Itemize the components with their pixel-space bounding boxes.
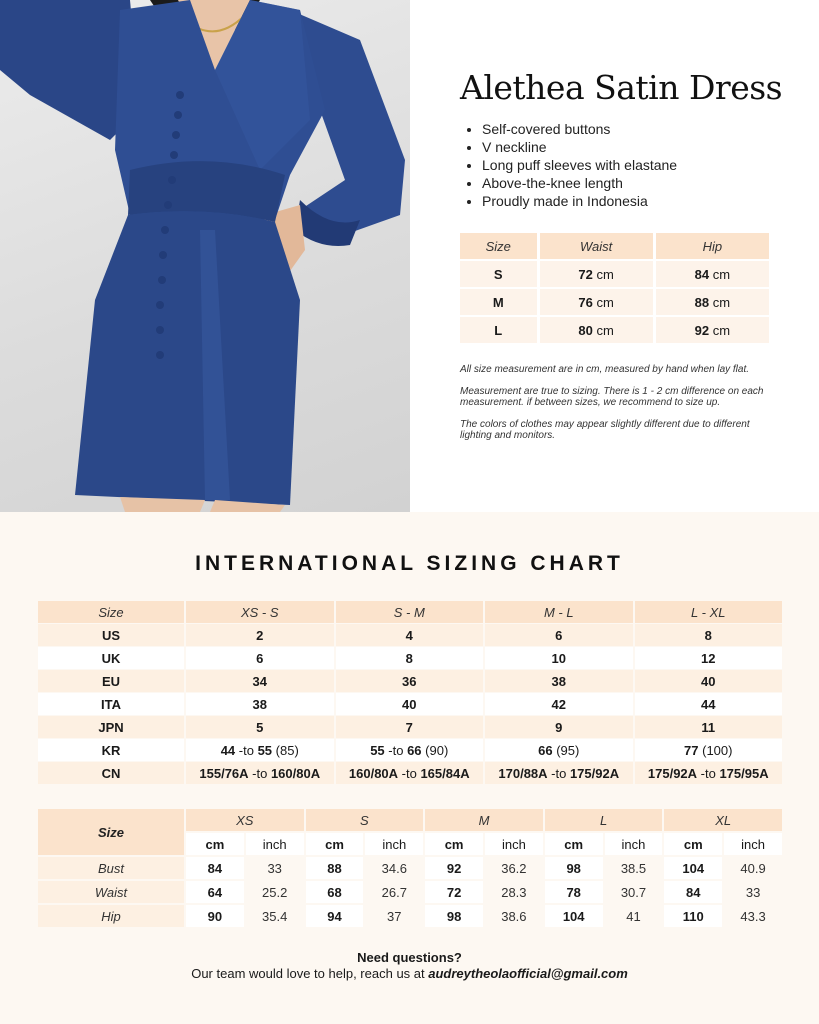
unit-inch-header: inch [365, 833, 423, 855]
cell-value: 38 [551, 673, 566, 689]
inch-value: 38.5 [620, 860, 647, 876]
intl-cell [336, 693, 484, 715]
cell-value: 175/92A [647, 765, 698, 781]
unit-inch-header: inch [246, 833, 304, 855]
cell-value: 6 [555, 627, 563, 643]
cm-value: 104 [545, 905, 603, 927]
note: All size measurement are in cm, measured by hand when lay flat. [460, 364, 750, 375]
cell-value: 9 [555, 719, 563, 735]
header-cell: Size [38, 601, 184, 623]
cell-value: 10 [551, 650, 566, 666]
size-notes [460, 364, 780, 452]
cm-value: 94 [306, 905, 364, 927]
intl-cell [186, 670, 334, 692]
inch-value: 40.9 [740, 860, 766, 876]
cell-value: 165/84A [420, 765, 470, 781]
intl-cell [186, 624, 334, 646]
hip-value: 84 [694, 266, 710, 282]
feature-item: • V neckline [482, 138, 790, 156]
intl-cell [485, 670, 633, 692]
intl-cell [186, 739, 334, 761]
intl-header-row [38, 601, 782, 623]
intl-cell [336, 716, 484, 738]
waist-value: 80 [578, 322, 593, 338]
cm-value: 90 [186, 905, 244, 927]
intl-cell [186, 762, 334, 784]
cm-value: 110 [664, 905, 722, 927]
intl-row [38, 670, 782, 692]
size-column-header: S [306, 809, 424, 831]
contact-section [0, 950, 819, 982]
measure-size-row [38, 809, 782, 831]
intl-cell [635, 624, 783, 646]
cm-value: 64 [186, 881, 244, 903]
intl-row [38, 693, 782, 715]
cell-value: 7 [405, 719, 413, 735]
intl-cell [485, 739, 633, 761]
cell-value: 44 [701, 696, 716, 712]
contact-email-link[interactable]: audreytheolaofficial@gmail.com [428, 966, 628, 981]
inch-value: 34.6 [381, 860, 407, 876]
unit-label: cm [712, 322, 731, 338]
intl-row [38, 762, 782, 784]
region-label: JPN [38, 716, 184, 738]
cell-connector: -to [697, 765, 720, 781]
cm-value: 98 [425, 905, 483, 927]
size-table [460, 231, 769, 345]
unit-cm-header: cm [186, 833, 244, 855]
hip-cell [653, 261, 769, 287]
size-row [460, 289, 769, 315]
intl-cell [186, 716, 334, 738]
cell-value: 66 [538, 742, 553, 758]
header-cell: XS - S [186, 601, 334, 623]
intl-row [38, 647, 782, 669]
inch-value: 36.2 [501, 860, 527, 876]
inch-value: 25.2 [262, 884, 288, 900]
unit-cm-header: cm [425, 833, 483, 855]
cell-connector: (90) [421, 742, 449, 758]
intl-cell [635, 693, 783, 715]
measure-row [38, 905, 782, 927]
cell-value: 8 [405, 650, 413, 666]
inch-value: 43.3 [740, 908, 766, 924]
measurement-table [36, 807, 784, 929]
size-column-header: XL [664, 809, 782, 831]
inch-value: 37 [387, 908, 402, 924]
feature-item: • Long puff sleeves with elastane [482, 156, 790, 174]
cell-connector: -to [235, 742, 258, 758]
intl-chart-title: INTERNATIONAL SIZING CHART [195, 552, 624, 575]
cell-value: 77 [684, 742, 699, 758]
region-label: EU [38, 670, 184, 692]
hip-cell [653, 317, 769, 343]
inch-value: 30.7 [620, 884, 647, 900]
size-value: L [494, 322, 503, 338]
unit-label: cm [596, 266, 614, 282]
cm-value: 88 [306, 857, 364, 879]
cell-value: 6 [256, 650, 264, 666]
intl-cell [336, 624, 484, 646]
cell-value: 55 [257, 742, 273, 758]
cm-value: 84 [664, 881, 722, 903]
cm-value: 72 [425, 881, 483, 903]
measure-label: Bust [38, 857, 184, 879]
unit-label: cm [712, 266, 731, 282]
header-cell: Size [460, 233, 537, 259]
cell-value: 5 [256, 719, 264, 735]
inch-value: 41 [626, 908, 641, 924]
cm-value: 104 [664, 857, 722, 879]
cell-value: 66 [407, 742, 422, 758]
cell-connector: (85) [272, 742, 299, 758]
waist-cell [537, 261, 653, 287]
cell-value: 44 [220, 742, 236, 758]
header-cell: L - XL [635, 601, 783, 623]
inch-value: 26.7 [381, 884, 407, 900]
cell-value: 42 [551, 696, 566, 712]
intl-cell [635, 647, 783, 669]
contact-text: Our team would love to help, reach us at [191, 966, 429, 981]
header-cell: Waist [537, 233, 653, 259]
cm-value: 98 [545, 857, 603, 879]
cell-value: 36 [402, 673, 417, 689]
measure-label: Waist [38, 881, 184, 903]
cell-value: 155/76A [199, 765, 249, 781]
waist-value: 72 [578, 266, 593, 282]
intl-sizing-table [36, 600, 784, 785]
unit-cm-header: cm [306, 833, 364, 855]
size-column-header: XS [186, 809, 304, 831]
intl-row [38, 739, 782, 761]
intl-cell [186, 647, 334, 669]
waist-cell [537, 289, 653, 315]
feature-item: • Self-covered buttons [482, 120, 790, 138]
product-info [460, 66, 790, 210]
waist-value: 76 [578, 294, 593, 310]
cm-value: 68 [306, 881, 364, 903]
size-column-header: L [545, 809, 663, 831]
cell-value: 38 [252, 696, 267, 712]
cm-value: 78 [545, 881, 603, 903]
contact-message [0, 966, 819, 982]
intl-cell [635, 670, 783, 692]
header-cell: Hip [653, 233, 769, 259]
unit-inch-header: inch [485, 833, 543, 855]
unit-inch-header: inch [605, 833, 663, 855]
unit-cm-header: cm [664, 833, 722, 855]
cell-value: 40 [701, 673, 716, 689]
cell-value: 11 [701, 719, 716, 735]
inch-value: 33 [267, 860, 282, 876]
feature-item: • Above-the-knee length [482, 174, 790, 192]
unit-label: cm [596, 294, 614, 310]
hip-value: 92 [694, 322, 710, 338]
size-label [460, 317, 537, 343]
intl-row [38, 624, 782, 646]
region-label: US [38, 624, 184, 646]
intl-cell [635, 739, 783, 761]
cell-value: 12 [701, 650, 716, 666]
region-label: UK [38, 647, 184, 669]
unit-label: cm [712, 294, 731, 310]
note: The colors of clothes may appear slightly different due to different lighting and monitors. [460, 419, 750, 441]
intl-cell [485, 716, 633, 738]
cell-value: 55 [370, 742, 385, 758]
hip-cell [653, 289, 769, 315]
cell-value: 8 [704, 627, 712, 643]
intl-cell [186, 693, 334, 715]
cell-value: 34 [252, 673, 267, 689]
cell-connector: -to [547, 765, 570, 781]
size-column-header: M [425, 809, 543, 831]
cell-connector: -to [248, 765, 271, 781]
size-value: S [493, 266, 503, 282]
waist-cell [537, 317, 653, 343]
inch-value: 38.6 [501, 908, 527, 924]
header-cell: M - L [485, 601, 633, 623]
measure-row [38, 857, 782, 879]
product-photo [0, 0, 410, 512]
cm-value: 84 [186, 857, 244, 879]
intl-cell [336, 762, 484, 784]
measure-row [38, 881, 782, 903]
hip-value: 88 [694, 294, 710, 310]
intl-cell [336, 670, 484, 692]
inch-value: 35.4 [262, 908, 288, 924]
size-row [460, 317, 769, 343]
note: Measurement are true to sizing. There is 1 - 2 cm difference on each measurement. if between sizes, we recommend to size up. [460, 386, 764, 408]
cell-value: 160/80A [348, 765, 399, 781]
cm-value: 92 [425, 857, 483, 879]
cell-connector: -to [384, 742, 408, 758]
intl-cell [635, 716, 783, 738]
region-label: KR [38, 739, 184, 761]
measure-label: Hip [38, 905, 184, 927]
intl-row [38, 716, 782, 738]
unit-label: cm [596, 322, 614, 338]
unit-cm-header: cm [545, 833, 603, 855]
cell-value: 175/95A [719, 765, 769, 781]
intl-cell [485, 624, 633, 646]
cell-connector: (100) [698, 742, 733, 758]
size-row [460, 261, 769, 287]
inch-value: 28.3 [501, 884, 527, 900]
size-label [460, 261, 537, 287]
intl-cell [336, 647, 484, 669]
region-label: CN [38, 762, 184, 784]
intl-cell [635, 762, 783, 784]
inch-value: 33 [745, 884, 761, 900]
cell-connector: -to [398, 765, 421, 781]
product-title: Alethea Satin Dress [460, 68, 783, 107]
header-cell: S - M [336, 601, 484, 623]
cell-value: 40 [402, 696, 417, 712]
feature-list [482, 120, 790, 210]
cell-value: 160/80A [270, 765, 321, 781]
cell-connector: (95) [552, 742, 580, 758]
intl-cell [485, 647, 633, 669]
contact-question: Need questions? [357, 950, 462, 965]
unit-inch-header: inch [724, 833, 782, 855]
cell-value: 170/88A [498, 765, 548, 781]
intl-cell [485, 693, 633, 715]
dress-illustration [0, 0, 410, 512]
cell-value: 4 [405, 627, 413, 643]
size-value: M [492, 294, 504, 310]
intl-cell [485, 762, 633, 784]
size-table-header [460, 233, 769, 259]
intl-cell [336, 739, 484, 761]
region-label: ITA [38, 693, 184, 715]
size-header: Size [38, 809, 184, 855]
cell-value: 175/92A [569, 765, 620, 781]
feature-item: • Proudly made in Indonesia [482, 192, 790, 210]
size-label [460, 289, 537, 315]
cell-value: 2 [256, 627, 264, 643]
